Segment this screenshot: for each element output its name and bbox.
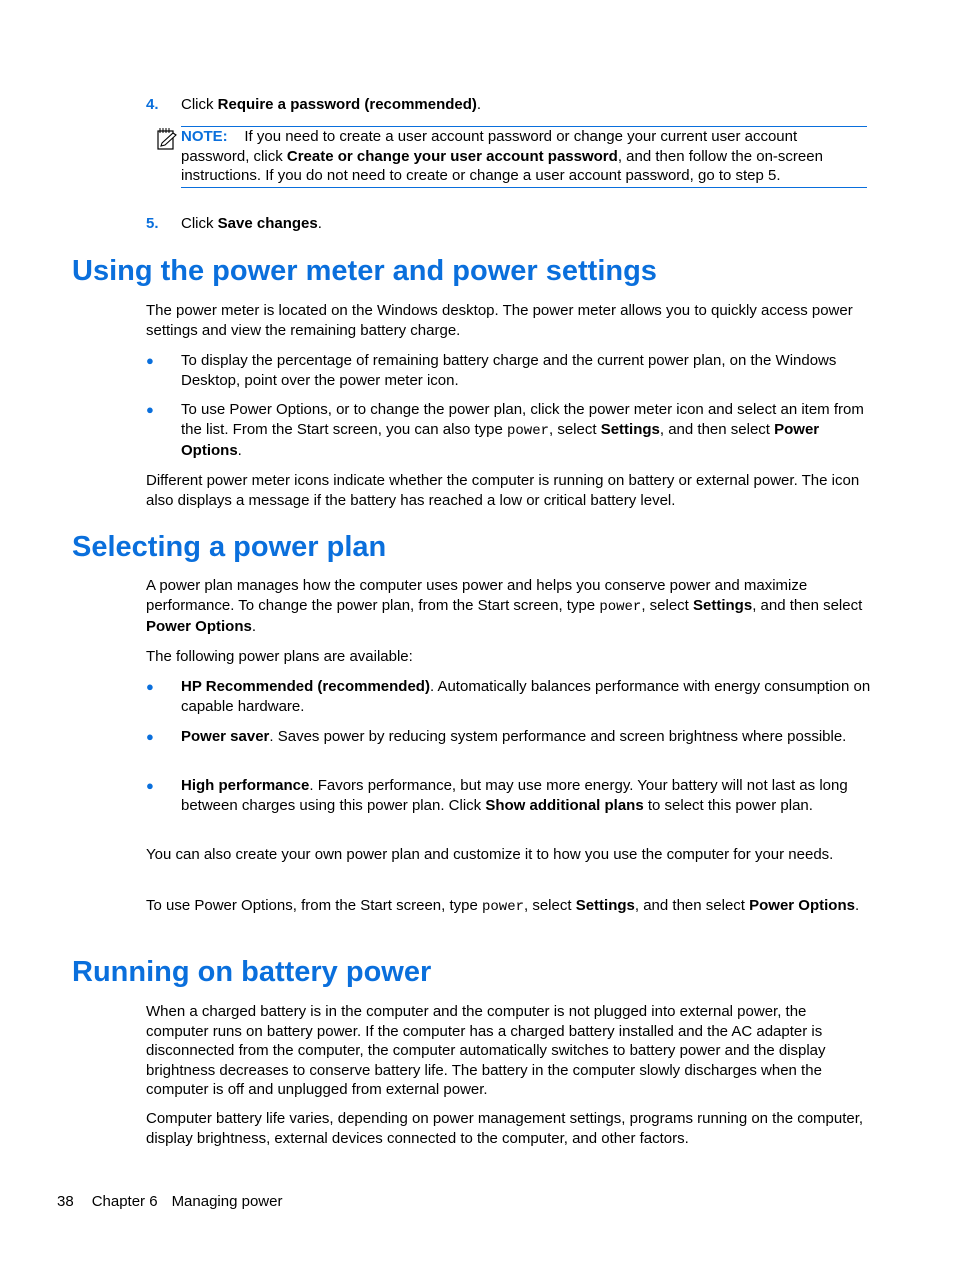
note-text: NOTE: If you need to create a user account password or change your current user account password, click Create or change your user account password, and then follow the on-screen instructions. If you do not need to create or change a user account password, go to step 5. (181, 128, 823, 184)
step-number: 4. (146, 96, 159, 113)
bullet-icon: ● (146, 679, 154, 694)
step-number: 5. (146, 215, 159, 232)
bullet-icon: ● (146, 353, 154, 368)
bullet-icon: ● (146, 402, 154, 417)
page-number: 38 (57, 1193, 74, 1210)
bullet-icon: ● (146, 778, 154, 793)
paragraph: The following power plans are available: (146, 648, 413, 665)
chapter-title: Managing power (171, 1193, 283, 1210)
bullet-text: Power saver. Saves power by reducing system performance and screen brightness where possible. (181, 728, 847, 745)
paragraph: The power meter is located on the Windows desktop. The power meter allows you to quickly access power settings and view the remaining battery charge. (146, 302, 853, 339)
section-heading: Running on battery power (72, 956, 432, 988)
bullet-text: To use Power Options, or to change the power plan, click the power meter icon and select an item from the list. From the Start screen, you can also type power, select Settings, and then select Power Options. (181, 401, 864, 459)
paragraph: Computer battery life varies, depending on power management settings, programs running on the computer, display brightness, external devices connected to the computer, and other factors. (146, 1110, 864, 1147)
paragraph: A power plan manages how the computer uses power and helps you conserve power and maximize performance. To change the power plan, from the Start screen, type power, select Settings, and then select Power Options. (146, 577, 863, 635)
paragraph: To use Power Options, from the Start screen, type power, select Settings, and then select Power Options. (146, 897, 860, 915)
paragraph: Different power meter icons indicate whether the computer is running on battery or external power. The icon also displays a message if the battery has reached a low or critical battery level. (146, 472, 860, 509)
step-5-text: Click Save changes. (181, 215, 322, 232)
paragraph: You can also create your own power plan and customize it to how you use the computer for your needs. (146, 846, 834, 863)
bullet-text: To display the percentage of remaining battery charge and the current power plan, on the Windows Desktop, point over the power meter icon. (181, 352, 837, 389)
section-heading: Selecting a power plan (72, 531, 387, 563)
section-heading: Using the power meter and power settings (72, 255, 657, 287)
code-text: power (599, 599, 642, 615)
code-text: power (506, 423, 549, 439)
bullet-icon: ● (146, 729, 154, 744)
page-footer (57, 1192, 282, 1212)
note-pad-icon (156, 127, 178, 151)
bullet-text: HP Recommended (recommended). Automatically balances performance with energy consumption on capable hardware. (181, 678, 871, 715)
code-text: power (481, 899, 524, 915)
note-label: NOTE: (181, 128, 228, 145)
step-4-text: Click Require a password (recommended). (181, 96, 482, 113)
chapter-label: Chapter 6 (91, 1193, 158, 1210)
bullet-text: High performance. Favors performance, but may use more energy. Your battery will not last as long between charges using this power plan. Click Show additional plans to select this power plan. (181, 777, 848, 814)
paragraph: When a charged battery is in the computer and the computer is not plugged into external power, the computer runs on battery power. If the computer has a charged battery installed and the AC adapter is disconnected from the computer, the computer automatically switches to battery power and the display brightness decreases to conserve battery life. The battery in the computer slowly discharges when the computer is off and unplugged from external power. (146, 1003, 826, 1098)
note-box (181, 126, 867, 188)
